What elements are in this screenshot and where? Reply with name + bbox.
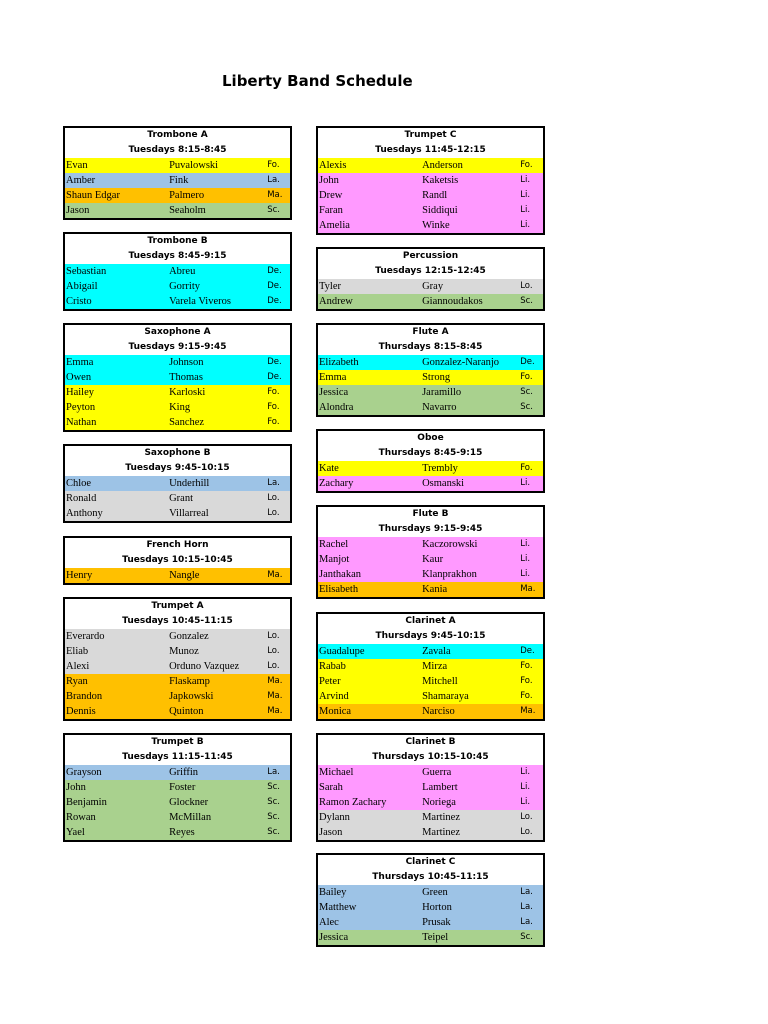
room-code: Li. (520, 539, 531, 549)
first-name: Ronald (66, 493, 97, 504)
first-name: Jason (66, 205, 90, 216)
room-code: Fo. (520, 372, 533, 382)
group-flute-b (316, 505, 545, 599)
member-row (318, 765, 543, 780)
room-code: Fo. (267, 387, 280, 397)
room-code: La. (267, 175, 280, 185)
group-time: Thursdays 8:45-9:15 (378, 448, 483, 458)
last-name: Foster (169, 782, 196, 793)
first-name: Zachary (319, 478, 354, 489)
member-row (318, 674, 543, 689)
group-time: Tuesdays 10:15-10:45 (122, 555, 233, 565)
first-name: Rachel (319, 539, 349, 550)
first-name: Janthakan (319, 569, 361, 580)
first-name: Benjamin (66, 797, 107, 808)
room-code: Sc. (520, 932, 533, 942)
room-code: Sc. (267, 782, 280, 792)
member-row (318, 659, 543, 674)
last-name: Gorrity (169, 281, 200, 292)
first-name: Guadalupe (319, 646, 365, 657)
last-name: Lambert (422, 782, 458, 793)
member-row (318, 385, 543, 400)
last-name: Griffin (169, 767, 199, 778)
first-name: Peyton (66, 402, 96, 413)
first-name: Amber (66, 175, 96, 186)
group-name: Flute A (412, 327, 449, 337)
room-code: De. (267, 372, 282, 382)
last-name: Trembly (422, 463, 458, 474)
room-code: Ma. (520, 706, 536, 716)
first-name: Ryan (66, 676, 88, 687)
member-row (318, 795, 543, 810)
last-name: Kaketsis (422, 175, 459, 186)
group-name: Oboe (417, 433, 444, 443)
last-name: Villarreal (169, 508, 209, 519)
member-row (65, 674, 290, 689)
member-row (65, 188, 290, 203)
room-code: Li. (520, 190, 531, 200)
group-name: Trombone A (147, 130, 208, 140)
first-name: Emma (66, 357, 94, 368)
last-name: Narciso (422, 706, 455, 717)
room-code: Li. (520, 554, 531, 564)
room-code: La. (520, 902, 533, 912)
group-time: Thursdays 10:45-11:15 (372, 872, 489, 882)
last-name: Gray (422, 281, 444, 292)
room-code: Sc. (520, 402, 533, 412)
member-row (318, 537, 543, 552)
first-name: Owen (66, 372, 92, 383)
member-row (65, 476, 290, 491)
last-name: Klanprakhon (422, 569, 477, 580)
member-row (65, 704, 290, 719)
first-name: Alec (319, 917, 339, 928)
first-name: Alondra (319, 402, 354, 413)
first-name: Matthew (319, 902, 357, 913)
room-code: De. (267, 266, 282, 276)
first-name: Manjot (319, 554, 350, 565)
member-row (65, 780, 290, 795)
room-code: Fo. (520, 676, 533, 686)
member-row (65, 294, 290, 309)
group-name: Percussion (402, 251, 459, 261)
first-name: Chloe (66, 478, 92, 489)
member-row (65, 203, 290, 218)
first-name: Jessica (319, 387, 349, 398)
last-name: Green (422, 887, 448, 898)
group-time: Tuesdays 9:45-10:15 (125, 463, 230, 473)
member-row (318, 218, 543, 233)
group-clarinet-a (316, 612, 545, 721)
room-code: Ma. (267, 190, 283, 200)
group-clarinet-b (316, 733, 545, 842)
last-name: Zavala (422, 646, 451, 657)
room-code: Lo. (520, 812, 533, 822)
member-row (65, 491, 290, 506)
first-name: Shaun Edgar (66, 190, 120, 201)
group-trumpet-a (63, 597, 292, 721)
last-name: Kania (422, 584, 448, 595)
first-name: Grayson (66, 767, 102, 778)
room-code: Fo. (520, 661, 533, 671)
member-row (65, 765, 290, 780)
room-code: Fo. (520, 160, 533, 170)
first-name: Abigail (66, 281, 98, 292)
first-name: Dennis (66, 706, 96, 717)
room-code: Li. (520, 205, 531, 215)
last-name: Johnson (169, 357, 204, 368)
last-name: Shamaraya (422, 691, 469, 702)
first-name: Yael (66, 827, 85, 838)
room-code: La. (520, 917, 533, 927)
room-code: Sc. (520, 296, 533, 306)
group-time: Thursdays 9:15-9:45 (378, 524, 483, 534)
member-row (318, 461, 543, 476)
first-name: Jessica (319, 932, 349, 943)
first-name: Ramon Zachary (319, 797, 387, 808)
room-code: Fo. (267, 402, 280, 412)
last-name: Palmero (169, 190, 205, 201)
room-code: Li. (520, 782, 531, 792)
room-code: De. (520, 357, 535, 367)
last-name: Fink (169, 175, 189, 186)
last-name: Siddiqui (422, 205, 458, 216)
last-name: Mirza (422, 661, 448, 672)
last-name: Japkowski (169, 691, 214, 702)
last-name: Osmanski (422, 478, 465, 489)
first-name: Dylann (319, 812, 350, 823)
first-name: Everardo (66, 631, 105, 642)
last-name: Martinez (422, 812, 460, 823)
member-row (65, 795, 290, 810)
group-saxophone-b (63, 444, 292, 523)
room-code: Sc. (520, 387, 533, 397)
room-code: Li. (520, 767, 531, 777)
last-name: Thomas (169, 372, 203, 383)
room-code: Lo. (267, 646, 280, 656)
room-code: Li. (520, 569, 531, 579)
room-code: Sc. (267, 205, 280, 215)
member-row (318, 885, 543, 900)
group-time: Tuesdays 12:15-12:45 (375, 266, 486, 276)
group-trumpet-c (316, 126, 545, 235)
first-name: Sarah (319, 782, 343, 793)
last-name: Jaramillo (422, 387, 462, 398)
room-code: De. (520, 646, 535, 656)
group-name: Flute B (412, 509, 449, 519)
member-row (318, 930, 543, 945)
member-row (318, 158, 543, 173)
member-row (318, 704, 543, 719)
first-name: Emma (319, 372, 347, 383)
first-name: Hailey (66, 387, 94, 398)
first-name: Cristo (66, 296, 92, 307)
member-row (318, 294, 543, 309)
room-code: Li. (520, 478, 531, 488)
first-name: Rowan (66, 812, 96, 823)
room-code: Fo. (520, 691, 533, 701)
member-row (318, 582, 543, 597)
member-row (65, 629, 290, 644)
member-row (318, 279, 543, 294)
last-name: Reyes (169, 827, 195, 838)
member-row (318, 900, 543, 915)
room-code: Ma. (267, 570, 283, 580)
room-code: De. (267, 281, 282, 291)
member-row (65, 400, 290, 415)
last-name: Strong (422, 372, 451, 383)
room-code: Ma. (267, 706, 283, 716)
member-row (318, 203, 543, 218)
last-name: Nangle (169, 570, 200, 581)
member-row (318, 644, 543, 659)
first-name: John (66, 782, 86, 793)
last-name: Martinez (422, 827, 460, 838)
group-name: Clarinet C (405, 857, 456, 867)
room-code: Ma. (267, 691, 283, 701)
group-name: Trumpet B (151, 737, 204, 747)
group-name: Clarinet B (405, 737, 456, 747)
first-name: Elisabeth (319, 584, 359, 595)
group-time: Thursdays 8:15-8:45 (378, 342, 483, 352)
last-name: Abreu (169, 266, 196, 277)
group-name: Clarinet A (405, 616, 456, 626)
last-name: Horton (422, 902, 452, 913)
group-time: Tuesdays 8:15-8:45 (128, 145, 227, 155)
first-name: Kate (319, 463, 339, 474)
room-code: Ma. (267, 676, 283, 686)
member-row (318, 173, 543, 188)
first-name: Andrew (319, 296, 353, 307)
first-name: Brandon (66, 691, 103, 702)
member-row (318, 370, 543, 385)
room-code: Fo. (267, 160, 280, 170)
member-row (65, 355, 290, 370)
room-code: Ma. (520, 584, 536, 594)
first-name: Henry (66, 570, 93, 581)
member-row (65, 158, 290, 173)
member-row (65, 173, 290, 188)
group-percussion (316, 247, 545, 311)
last-name: Anderson (422, 160, 463, 171)
group-trombone-b (63, 232, 292, 311)
group-trumpet-b (63, 733, 292, 842)
member-row (318, 915, 543, 930)
group-name: Saxophone A (144, 327, 211, 337)
group-name: Trumpet A (151, 601, 204, 611)
last-name: Guerra (422, 767, 452, 778)
member-row (65, 810, 290, 825)
member-row (65, 659, 290, 674)
last-name: Glockner (169, 797, 209, 808)
room-code: Lo. (267, 493, 280, 503)
last-name: Kaur (422, 554, 444, 565)
first-name: Peter (319, 676, 341, 687)
room-code: Li. (520, 220, 531, 230)
member-row (65, 264, 290, 279)
member-row (318, 780, 543, 795)
room-code: Lo. (520, 281, 533, 291)
last-name: King (169, 402, 191, 413)
group-saxophone-a (63, 323, 292, 432)
group-flute-a (316, 323, 545, 417)
member-row (65, 279, 290, 294)
room-code: La. (520, 887, 533, 897)
group-time: Tuesdays 9:15-9:45 (128, 342, 227, 352)
last-name: Teipel (422, 932, 449, 943)
group-time: Tuesdays 8:45-9:15 (128, 251, 227, 261)
first-name: Tyler (319, 281, 342, 292)
member-row (318, 476, 543, 491)
first-name: Amelia (319, 220, 350, 231)
group-name: Trombone B (147, 236, 208, 246)
room-code: Li. (520, 175, 531, 185)
last-name: Kaczorowski (422, 539, 478, 550)
last-name: Grant (169, 493, 193, 504)
last-name: Puvalowski (169, 160, 219, 171)
first-name: Nathan (66, 417, 97, 428)
last-name: Seaholm (169, 205, 206, 216)
first-name: Monica (319, 706, 352, 717)
first-name: Jason (319, 827, 343, 838)
last-name: Varela Viveros (169, 296, 231, 307)
member-row (65, 506, 290, 521)
group-french-horn (63, 536, 292, 585)
first-name: Drew (319, 190, 343, 201)
last-name: Randl (422, 190, 448, 201)
last-name: Munoz (169, 646, 199, 657)
member-row (65, 644, 290, 659)
room-code: Sc. (267, 827, 280, 837)
member-row (65, 689, 290, 704)
member-row (318, 188, 543, 203)
first-name: John (319, 175, 339, 186)
member-row (318, 825, 543, 840)
group-time: Thursdays 10:15-10:45 (372, 752, 489, 762)
room-code: Fo. (267, 417, 280, 427)
group-time: Tuesdays 10:45-11:15 (122, 616, 233, 626)
group-name: Trumpet C (404, 130, 457, 140)
member-row (318, 400, 543, 415)
first-name: Elizabeth (319, 357, 359, 368)
first-name: Faran (319, 205, 343, 216)
room-code: Lo. (520, 827, 533, 837)
last-name: Prusak (422, 917, 451, 928)
first-name: Sebastian (66, 266, 107, 277)
room-code: Li. (520, 797, 531, 807)
group-trombone-a (63, 126, 292, 220)
last-name: Quinton (169, 706, 204, 717)
group-oboe (316, 429, 545, 493)
last-name: Gonzalez (169, 631, 209, 642)
first-name: Michael (319, 767, 354, 778)
member-row (65, 415, 290, 430)
last-name: Karloski (169, 387, 206, 398)
room-code: Lo. (267, 661, 280, 671)
group-name: Saxophone B (144, 448, 211, 458)
first-name: Bailey (319, 887, 347, 898)
last-name: Winke (422, 220, 450, 231)
last-name: Giannoudakos (422, 296, 483, 307)
first-name: Rabab (319, 661, 346, 672)
last-name: Noriega (422, 797, 456, 808)
room-code: La. (267, 478, 280, 488)
group-time: Tuesdays 11:45-12:15 (375, 145, 486, 155)
group-clarinet-c (316, 853, 545, 947)
last-name: McMillan (169, 812, 212, 823)
room-code: De. (267, 357, 282, 367)
page-title: Liberty Band Schedule (222, 72, 413, 90)
member-row (65, 385, 290, 400)
last-name: Navarro (422, 402, 457, 413)
room-code: Sc. (267, 797, 280, 807)
member-row (65, 370, 290, 385)
group-name: French Horn (146, 540, 209, 550)
last-name: Gonzalez-Naranjo (422, 357, 500, 368)
first-name: Arvind (319, 691, 349, 702)
group-time: Thursdays 9:45-10:15 (375, 631, 486, 641)
first-name: Alexis (319, 160, 347, 171)
last-name: Sanchez (169, 417, 205, 428)
first-name: Evan (66, 160, 88, 171)
room-code: Fo. (520, 463, 533, 473)
last-name: Flaskamp (169, 676, 210, 687)
member-row (65, 825, 290, 840)
room-code: De. (267, 296, 282, 306)
room-code: Lo. (267, 631, 280, 641)
member-row (65, 568, 290, 583)
last-name: Underhill (169, 478, 210, 489)
first-name: Eliab (66, 646, 89, 657)
first-name: Alexi (66, 661, 90, 672)
last-name: Orduno Vazquez (169, 661, 240, 672)
member-row (318, 355, 543, 370)
room-code: La. (267, 767, 280, 777)
last-name: Mitchell (422, 676, 458, 687)
room-code: Lo. (267, 508, 280, 518)
group-time: Tuesdays 11:15-11:45 (122, 752, 233, 762)
member-row (318, 552, 543, 567)
member-row (318, 567, 543, 582)
first-name: Anthony (66, 508, 103, 519)
room-code: Sc. (267, 812, 280, 822)
member-row (318, 689, 543, 704)
member-row (318, 810, 543, 825)
